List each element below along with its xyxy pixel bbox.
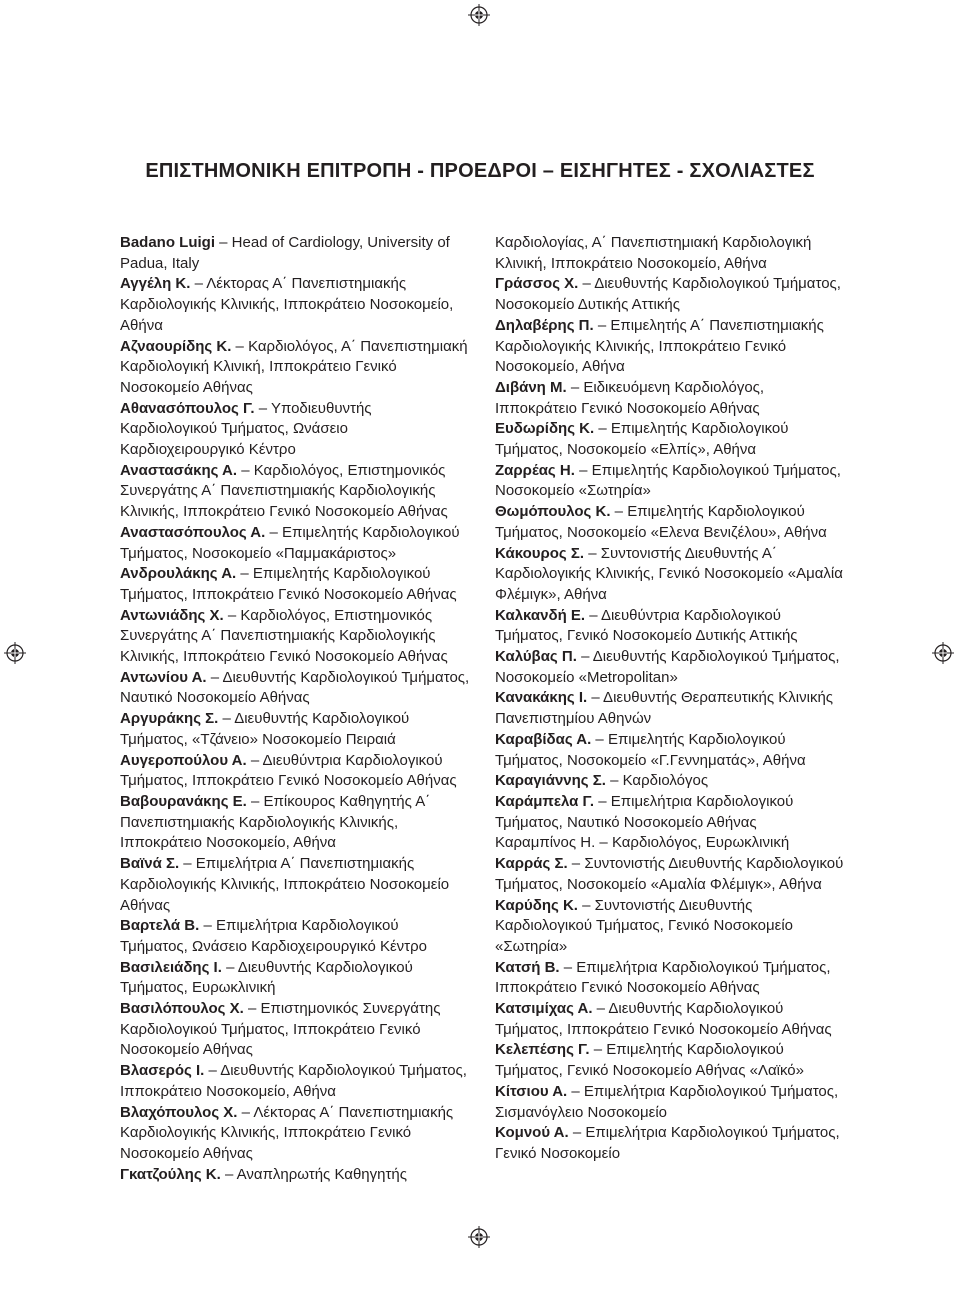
member-name: Ανδρουλάκης Α.	[120, 565, 237, 583]
committee-entry	[120, 916, 470, 957]
member-name: Γκατζούλης Κ.	[120, 1165, 221, 1183]
member-affiliation: – Διευθύντρια Καρδιολογικού Τμήματος, Ιπποκράτειο Γενικό Νοσοκομείο Αθήνας	[120, 751, 457, 790]
committee-entry	[495, 274, 845, 315]
committee-entry	[495, 792, 845, 833]
committee-entry	[120, 337, 470, 399]
committee-entry	[495, 647, 845, 688]
member-name: Κανακάκης Ι.	[495, 689, 588, 707]
registration-mark-bottom	[468, 1226, 490, 1248]
committee-entry	[120, 999, 470, 1061]
member-affiliation: – Επιμελητής Καρδιολογικού Τμήματος, Γενικό Νοσοκομείο Αθήνας «Λαϊκό»	[495, 1041, 804, 1080]
committee-entry	[120, 399, 470, 461]
member-affiliation: – Καρδιολόγος, Επιστημονικός Συνεργάτης Α΄ Πανεπιστημιακής Καρδιολογικής Κλινικής, Ιπποκράτειο Γενικό Νοσοκομείο Αθήνας	[120, 606, 448, 666]
committee-entry	[495, 1082, 845, 1123]
member-affiliation: – Επιμελήτρια Καρδιολογικού Τμήματος, Γενικό Νοσοκομείο	[495, 1124, 840, 1162]
member-name: Κάκουρος Σ.	[495, 544, 585, 562]
committee-entry	[495, 1040, 845, 1081]
member-affiliation: – Επιμελητής Καρδιολογικού Τμήματος, Νοσοκομείο «Σωτηρία»	[495, 461, 841, 500]
member-affiliation: – Επίκουρος Καθηγητής Α΄ Πανεπιστημιακής Καρδιολογικής Κλινικής, Ιπποκράτειο Νοσοκομείο, Αθήνα	[120, 792, 431, 852]
member-affiliation: – Επιμελητής Καρδιολογικού Τμήματος, Νοσοκομείο «Ελπίς», Αθήνα	[495, 420, 789, 459]
page-title: ΕΠΙΣΤΗΜΟΝΙΚΗ ΕΠΙΤΡΟΠΗ - ΠΡΟΕΔΡΟΙ – ΕΙΣΗΓΗΤΕΣ - ΣΧΟΛΙΑΣΤΕΣ	[145, 160, 815, 182]
member-affiliation: – Υποδιευθυντής Καρδιολογικού Τμήματος, Ωνάσειο Καρδιοχειρουργικό Κέντρο	[120, 399, 372, 459]
member-affiliation: – Επιμελήτρια Καρδιολογικού Τμήματος, Ωνάσειο Καρδιοχειρουργικό Κέντρο	[120, 917, 427, 955]
member-affiliation: – Ειδικευόμενη Καρδιολόγος, Ιπποκράτειο Γενικό Νοσοκομείο Αθήνας	[495, 378, 765, 417]
left-column	[120, 233, 470, 1185]
member-affiliation: Καρδιολογίας, Α΄ Πανεπιστημιακή Καρδιολογική Κλινική, Ιπποκράτειο Νοσοκομείο, Αθήνα	[495, 234, 812, 272]
committee-entry	[120, 958, 470, 999]
member-affiliation: – Διευθυντής Θεραπευτικής Κλινικής Πανεπιστημίου Αθηνών	[495, 689, 834, 728]
member-affiliation: – Καρδιολόγος, Α΄ Πανεπιστημιακή Καρδιολογική Κλινική, Ιπποκράτειο Γενικό Νοσοκομείο Αθήνας	[120, 337, 468, 396]
member-name: Διβάνη Μ.	[495, 378, 567, 396]
committee-entry	[120, 1061, 470, 1102]
crosshair-registration-icon	[468, 1226, 490, 1248]
member-name: Καλύβας Π.	[495, 648, 577, 666]
member-name: Θωμόπουλος Κ.	[495, 503, 611, 521]
crosshair-registration-icon	[932, 642, 954, 664]
member-affiliation: – Διευθυντής Καρδιολογικού Τμήματος, «Τζάνειο» Νοσοκομείο Πειραιά	[120, 710, 410, 748]
member-name: Καραγιάννης Σ.	[495, 772, 606, 790]
member-name: Αζναουρίδης Κ.	[120, 337, 232, 355]
registration-mark-left	[4, 642, 26, 664]
member-name: Αναστασάκης Α.	[120, 461, 238, 479]
member-affiliation: – Επιμελητής Καρδιολογικού Τμήματος, Νοσοκομείο «Γ.Γεννηματάς», Αθήνα	[495, 730, 806, 769]
member-name: Αγγέλη Κ.	[120, 275, 191, 293]
member-affiliation: – Διευθυντής Καρδιολογικού Τμήματος, Ευρωκλινική	[120, 958, 413, 997]
member-name: Βλασερός Ι.	[120, 1062, 205, 1080]
member-name: Αντωνιάδης Χ.	[120, 606, 224, 624]
member-name: Κελεπέσης Γ.	[495, 1041, 590, 1059]
member-affiliation: – Επιμελητής Α΄ Πανεπιστημιακής Καρδιολογικής Κλινικής, Ιπποκράτειο Γενικό Νοσοκομείο, Αθήνα	[495, 316, 824, 376]
committee-entry	[495, 1123, 845, 1164]
member-affiliation: – Αναπληρωτής Καθηγητής	[220, 1165, 407, 1183]
member-affiliation: – Διευθυντής Καρδιολογικού Τμήματος, Νοσοκομείο «Metropolitan»	[495, 648, 840, 686]
member-affiliation: – Συντονιστής Διευθυντής Καρδιολογικού Τμήματος, Γενικό Νοσοκομείο «Σωτηρία»	[495, 896, 794, 955]
committee-entry	[120, 751, 470, 792]
committee-entry	[120, 668, 470, 709]
member-affiliation: – Λέκτορας Α΄ Πανεπιστημιακής Καρδιολογικής Κλινικής, Ιπποκράτειο Γενικό Νοσοκομείο Αθήνας	[120, 1103, 454, 1162]
committee-entry	[495, 378, 845, 419]
member-name: Καρράς Σ.	[495, 855, 568, 873]
member-name: Αυγεροπούλου Α.	[120, 751, 247, 769]
committee-entry	[495, 316, 845, 378]
member-name: Κατσή Β.	[495, 958, 560, 976]
member-affiliation: – Head of Cardiology, University of Padua, Italy	[120, 234, 450, 272]
member-name: Αργυράκης Σ.	[120, 710, 219, 728]
member-name: Βασιλειάδης Ι.	[120, 958, 222, 976]
crosshair-registration-icon	[468, 4, 490, 26]
committee-entry	[495, 771, 845, 792]
committee-entry	[495, 999, 845, 1040]
member-affiliation: – Συντονιστής Διευθυντής Καρδιολογικού Τμήματος, Νοσοκομείο «Αμαλία Φλέμιγκ», Αθήνα	[495, 855, 844, 893]
member-affiliation: – Διευθυντής Καρδιολογικού Τμήματος, Ναυτικό Νοσοκομείο Αθήνας	[120, 668, 470, 707]
member-affiliation: – Καρδιολόγος, Επιστημονικός Συνεργάτης Α΄ Πανεπιστημιακής Καρδιολογικής Κλινικής, Ιπποκράτειο Γενικό Νοσοκομείο Αθήνας	[120, 461, 448, 521]
committee-entry	[495, 958, 845, 999]
member-affiliation: – Διευθυντής Καρδιολογικού Τμήματος, Ιπποκράτειο Γενικό Νοσοκομείο Αθήνας	[495, 1000, 832, 1038]
registration-mark-top	[468, 4, 490, 26]
registration-mark-right	[932, 642, 954, 664]
member-name: Αναστασόπουλος Α.	[120, 523, 266, 541]
committee-entry	[120, 274, 470, 336]
member-affiliation: – Επιμελήτρια Καρδιολογικού Τμήματος, Ιπποκράτειο Γενικό Νοσοκομείο Αθήνας	[495, 958, 831, 997]
member-name: Γράσσος Χ.	[495, 275, 579, 293]
member-affiliation: – Επιμελητής Καρδιολογικού Τμήματος, Νοσοκομείο «Ελενα Βενιζέλου», Αθήνα	[495, 503, 827, 541]
committee-entry	[120, 461, 470, 523]
member-name: Ευδωρίδης Κ.	[495, 420, 595, 438]
member-name: Βαϊνά Σ.	[120, 855, 180, 873]
committee-entry	[495, 688, 845, 729]
committee-entry	[120, 233, 470, 274]
committee-entry	[120, 709, 470, 750]
member-affiliation: – Επιμελητής Καρδιολογικού Τμήματος, Ιπποκράτειο Γενικό Νοσοκομείο Αθήνας	[120, 565, 457, 603]
committee-entry	[120, 523, 470, 564]
member-affiliation: – Διευθυντής Καρδιολογικού Τμήματος, Ιπποκράτειο Νοσοκομείο, Αθήνα	[120, 1062, 467, 1100]
committee-entry	[120, 1103, 470, 1165]
committee-entry	[120, 854, 470, 916]
member-name: Καλκανδή Ε.	[495, 606, 586, 624]
committee-entry	[120, 606, 470, 668]
committee-entry	[120, 1165, 470, 1186]
member-affiliation: – Επιμελήτρια Καρδιολογικού Τμήματος, Ναυτικό Νοσοκομείο Αθήνας	[495, 792, 794, 831]
committee-entry	[495, 544, 845, 606]
committee-entry	[495, 419, 845, 460]
committee-entry	[495, 833, 845, 854]
committee-entry	[495, 502, 845, 543]
crosshair-registration-icon	[4, 642, 26, 664]
committee-entry	[495, 606, 845, 647]
committee-entry	[495, 730, 845, 771]
member-affiliation: – Επιμελητής Καρδιολογικού Τμήματος, Νοσοκομείο «Παμμακάριστος»	[120, 523, 460, 562]
member-affiliation: Καραμπίνος Η. – Καρδιολόγος, Ευρωκλινική	[495, 834, 790, 852]
member-name: Ζαρρέας Η.	[495, 461, 575, 479]
committee-entry	[495, 896, 845, 958]
member-affiliation: – Επιστημονικός Συνεργάτης Καρδιολογικού Τμήματος, Ιπποκράτειο Γενικό Νοσοκομείο Αθήνας	[120, 1000, 441, 1059]
member-name: Βασιλόπουλος Χ.	[120, 1000, 244, 1018]
right-column	[495, 233, 845, 1165]
member-name: Βλαχόπουλος Χ.	[120, 1103, 238, 1121]
committee-entry	[495, 233, 845, 274]
member-name: Κίτσιου Α.	[495, 1082, 568, 1100]
member-name: Καράμπελα Γ.	[495, 792, 595, 810]
member-affiliation: – Λέκτορας Α΄ Πανεπιστημιακής Καρδιολογικής Κλινικής, Ιπποκράτειο Νοσοκομείο, Αθήνα	[120, 275, 454, 334]
member-affiliation: – Διευθυντής Καρδιολογικού Τμήματος, Νοσοκομείο Δυτικής Αττικής	[495, 275, 841, 314]
member-name: Καραβίδας Α.	[495, 730, 592, 748]
committee-entry	[495, 461, 845, 502]
member-name: Κομνού Α.	[495, 1124, 569, 1142]
member-name: Badano Luigi	[120, 234, 215, 251]
member-name: Δηλαβέρης Π.	[495, 316, 594, 334]
committee-entry	[120, 564, 470, 605]
member-name: Αθανασόπουλος Γ.	[120, 399, 255, 417]
committee-entry	[120, 792, 470, 854]
member-affiliation: – Καρδιολόγος	[605, 772, 709, 790]
member-name: Βαρτελά Β.	[120, 917, 200, 935]
member-name: Κατσιμίχας Α.	[495, 1000, 593, 1018]
member-affiliation: – Διευθύντρια Καρδιολογικού Τμήματος, Γενικό Νοσοκομείο Δυτικής Αττικής	[495, 606, 798, 645]
member-name: Καρύδης Κ.	[495, 896, 578, 914]
member-affiliation: – Επιμελήτρια Α΄ Πανεπιστημιακής Καρδιολογικής Κλινικής, Ιπποκράτειο Νοσοκομείο Αθήνας	[120, 855, 450, 914]
member-name: Αντωνίου Α.	[120, 668, 207, 686]
member-affiliation: – Επιμελήτρια Καρδιολογικού Τμήματος, Σισμανόγλειο Νοσοκομείο	[495, 1082, 839, 1121]
committee-entry	[495, 854, 845, 895]
member-affiliation: – Συντονιστής Διευθυντής Α΄ Καρδιολογικής Κλινικής, Γενικό Νοσοκομείο «Αμαλία Φλέμιγκ», Αθήνα	[495, 544, 843, 603]
member-name: Βαβουρανάκης Ε.	[120, 792, 247, 810]
